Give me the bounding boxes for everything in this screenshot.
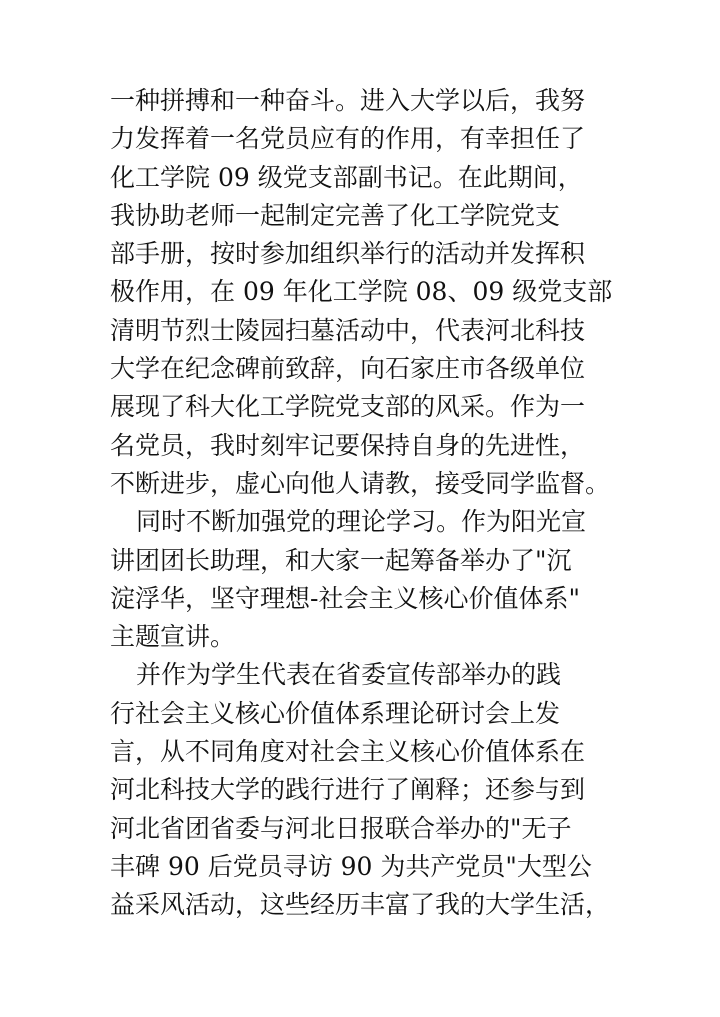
body-text — [110, 82, 620, 925]
text-line: 清明节烈士陵园扫墓活动中，代表河北科技 — [110, 315, 586, 345]
text-line: 一种拼搏和一种奋斗。进入大学以后，我努 — [110, 86, 586, 115]
text-line: 河北省团省委与河北日报联合举办的"无子 — [110, 813, 572, 843]
text-line: 益采风活动，这些经历丰富了我的大学生活， — [110, 890, 611, 920]
text-line: 化工学院 09 级党支部副书记。在此期间， — [110, 162, 583, 192]
text-line: 不断进步，虚心向他人请教，接受同学监督。 — [110, 468, 611, 498]
text-line: 极作用，在 09 年化工学院 08、09 级党支部 — [110, 277, 613, 307]
text-line: 言，从不同角度对社会主义核心价值体系在 — [110, 737, 586, 767]
text-line: 淀浮华，坚守理想-社会主义核心价值体系" — [110, 583, 580, 613]
text-line: 大学在纪念碑前致辞，向石家庄市各级单位 — [110, 354, 586, 384]
text-line: 部手册，按时参加组织举行的活动并发挥积 — [110, 239, 586, 269]
text-line: 我协助老师一起制定完善了化工学院党支 — [110, 200, 561, 230]
text-line: 讲团团长助理，和大家一起筹备举办了"沉 — [110, 545, 572, 575]
text-line: 力发挥着一名党员应有的作用，有幸担任了 — [110, 124, 586, 154]
paragraph-start-line: 并作为学生代表在省委宣传部举办的践 — [136, 660, 562, 690]
text-line: 展现了科大化工学院党支部的风采。作为一 — [110, 392, 586, 422]
text-line: 行社会主义核心价值体系理论研讨会上发 — [110, 698, 561, 728]
paragraph-start-line: 同时不断加强党的理论学习。作为阳光宣 — [136, 507, 587, 537]
text-line: 名党员，我时刻牢记要保持自身的先进性， — [110, 430, 586, 460]
text-line: 河北科技大学的践行进行了阐释；还参与到 — [110, 775, 586, 805]
text-line: 丰碑 90 后党员寻访 90 为共产党员"大型公 — [110, 851, 592, 881]
text-line: 主题宣讲。 — [110, 622, 236, 652]
